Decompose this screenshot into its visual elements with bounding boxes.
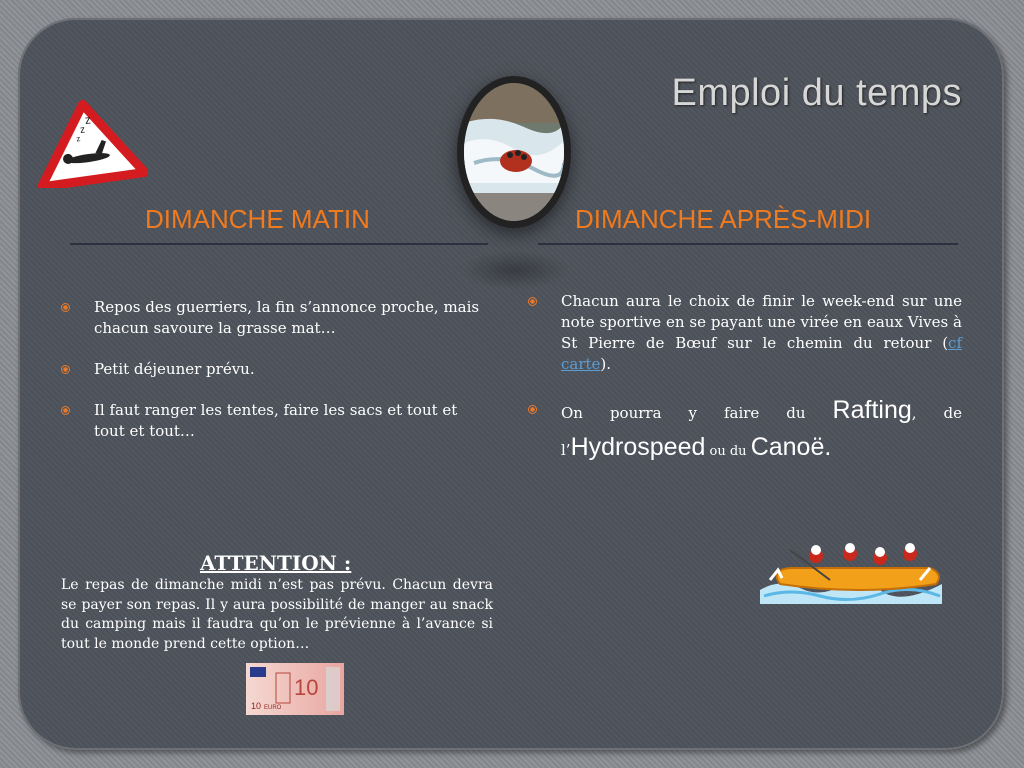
banknote-value-small: 10	[251, 701, 262, 711]
oval-shadow	[460, 250, 570, 290]
canoe-label: Canoë	[750, 433, 825, 461]
circle-bullet-icon	[61, 303, 70, 312]
svg-text:z: z	[83, 112, 92, 128]
afternoon-list	[528, 291, 962, 487]
slide-title: Emploi du temps	[671, 72, 962, 114]
rafting-label: Rafting	[832, 396, 912, 424]
morning-list	[61, 297, 489, 462]
list-item: Repos des guerriers, la fin s’annonce proche, mais chacun savoure la grasse mat…	[61, 297, 489, 339]
circle-bullet-icon	[61, 365, 70, 374]
rafting-clipart	[760, 540, 942, 604]
banknote-value: 10	[294, 675, 319, 700]
attention-title: ATTENTION :	[200, 551, 352, 575]
attention-body: Le repas de dimanche midi n’est pas prévu. Chacun devra se payer son repas. Il y aura possibilité de manger au snack du camping mais il faudra qu’on le prévienne à l’avance si tout le monde prend cette option…	[61, 577, 493, 652]
list-item: Petit déjeuner prévu.	[61, 359, 489, 380]
svg-text:z: z	[75, 134, 81, 144]
afternoon-heading: DIMANCHE APRÈS-MIDI	[575, 204, 872, 234]
ten-euro-banknote	[246, 663, 344, 715]
list-item: Chacun aura le choix de finir le week-end sur une note sportive en se payant une virée en eaux Vives à St Pierre de Bœuf sur le chemin du retour (cf carte).	[528, 291, 962, 375]
banknote-currency: EURO	[264, 705, 282, 711]
circle-bullet-icon	[61, 406, 70, 415]
morning-divider	[70, 243, 488, 245]
list-item: On pourra y faire du Rafting, de l’Hydrospeed ou du Canoë.	[528, 393, 962, 469]
circle-bullet-icon	[528, 405, 537, 414]
sleep-warning-sign-icon	[28, 98, 148, 188]
list-item: Il faut ranger les tentes, faire les sacs et tout et tout et tout…	[61, 400, 489, 442]
circle-bullet-icon	[528, 297, 537, 306]
svg-text:z: z	[79, 124, 86, 136]
afternoon-divider	[538, 243, 958, 245]
hydrospeed-label: Hydrospeed	[570, 433, 706, 461]
rafting-photo	[457, 76, 571, 228]
morning-heading: DIMANCHE MATIN	[145, 204, 370, 234]
map-link[interactable]: cf carte	[561, 334, 962, 373]
